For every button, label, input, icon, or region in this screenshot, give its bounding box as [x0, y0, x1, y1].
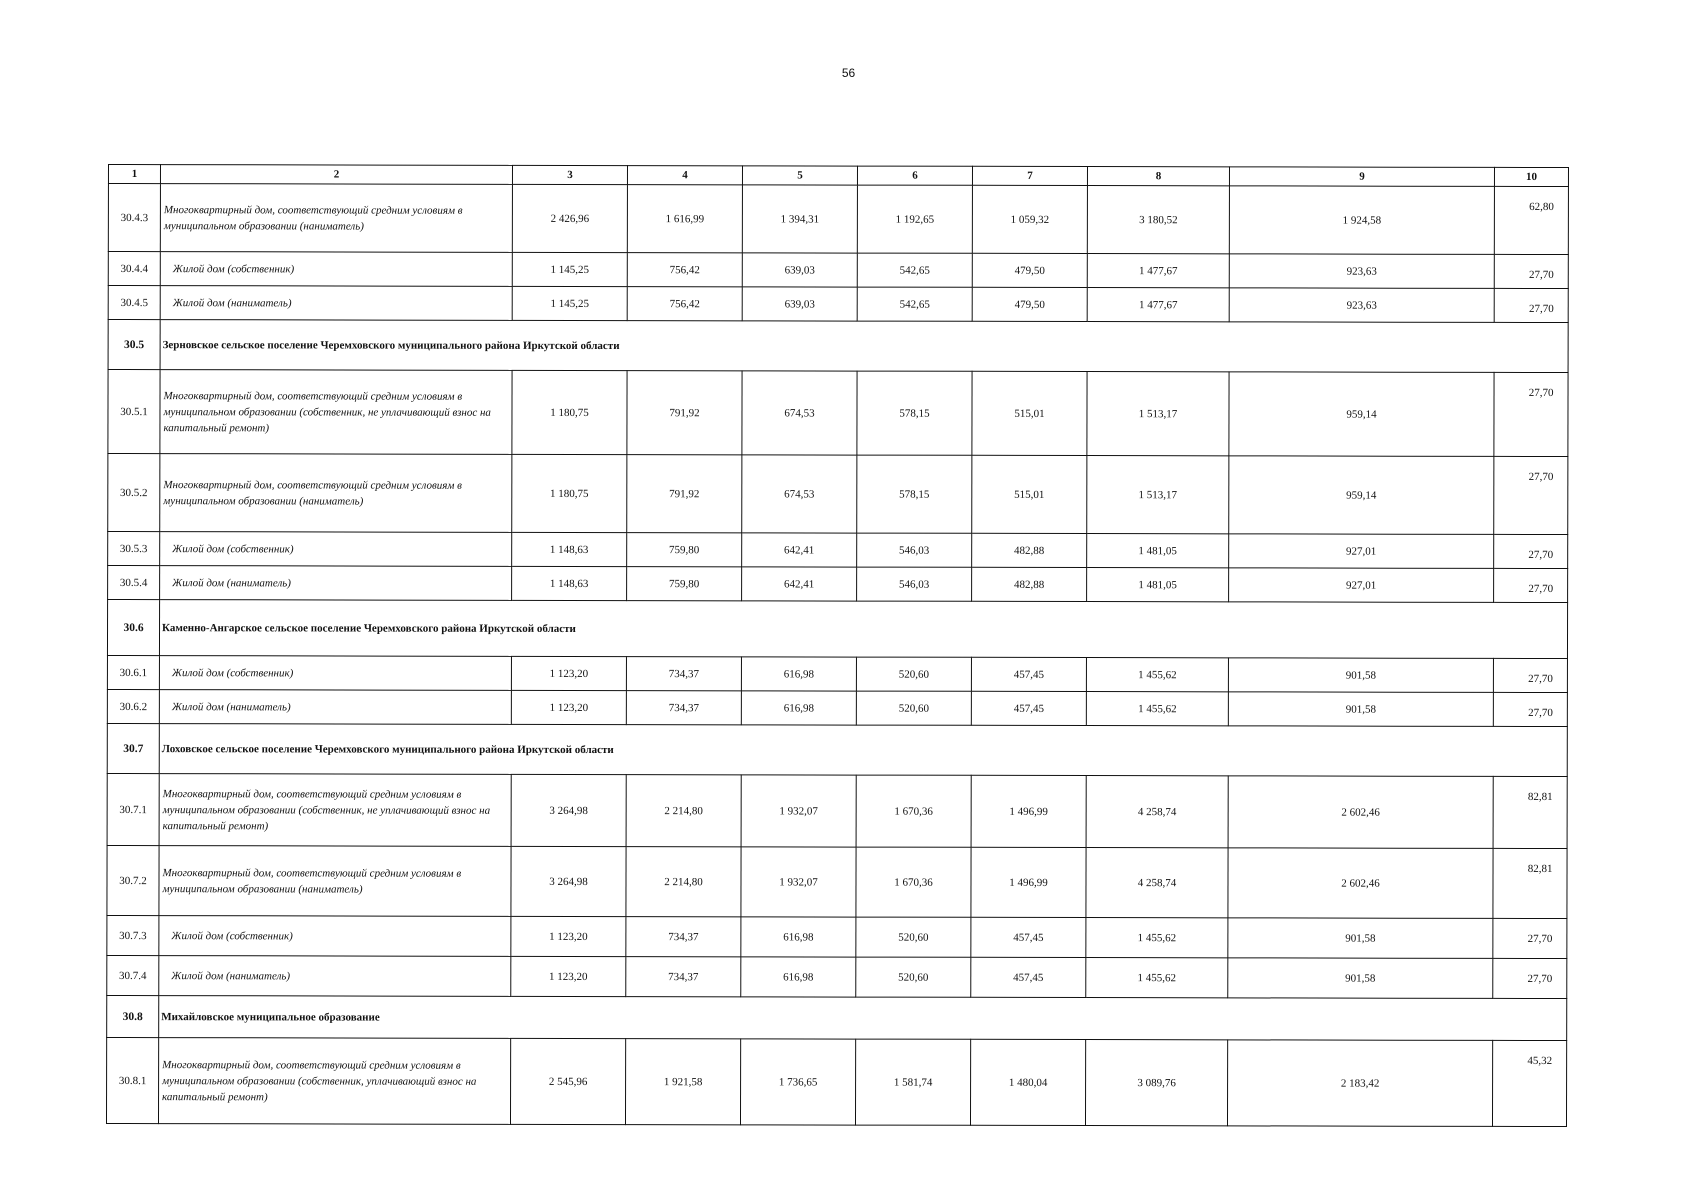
column-header: 4 — [627, 166, 742, 185]
section-title: Зерновское сельское поселение Черемховского муниципального района Иркутской области — [160, 320, 1568, 373]
row-description: Жилой дом (наниматель) — [160, 566, 512, 601]
value-cell: 1 455,62 — [1086, 658, 1228, 692]
column-header: 10 — [1494, 167, 1568, 186]
value-cell: 1 736,65 — [740, 1039, 855, 1125]
value-cell: 734,37 — [626, 917, 741, 957]
value-cell: 27,70 — [1493, 692, 1567, 726]
value-cell: 520,60 — [856, 691, 971, 725]
value-cell: 515,01 — [972, 371, 1087, 455]
value-cell: 546,03 — [857, 567, 972, 601]
section-row — [107, 600, 1567, 659]
table-row — [108, 184, 1568, 255]
value-cell: 639,03 — [742, 253, 857, 287]
value-cell: 901,58 — [1228, 658, 1493, 693]
page-number: 56 — [841, 66, 856, 80]
value-cell: 1 455,62 — [1086, 958, 1228, 998]
table-row — [108, 454, 1568, 535]
value-cell: 1 616,99 — [627, 185, 742, 253]
value-cell: 1 496,99 — [971, 847, 1086, 917]
value-cell: 1 670,36 — [856, 847, 971, 917]
value-cell: 1 481,05 — [1087, 534, 1229, 568]
value-cell: 927,01 — [1229, 568, 1494, 603]
value-cell: 1 059,32 — [972, 185, 1087, 253]
row-code: 30.4.5 — [108, 286, 160, 320]
value-cell: 27,70 — [1493, 958, 1567, 998]
value-cell: 901,58 — [1228, 692, 1493, 727]
row-code: 30.5.2 — [108, 454, 160, 532]
value-cell: 27,70 — [1493, 918, 1567, 958]
value-cell: 482,88 — [972, 567, 1087, 601]
value-cell: 1 394,31 — [742, 185, 857, 253]
value-cell: 1 477,67 — [1087, 288, 1229, 322]
value-cell: 82,81 — [1493, 848, 1567, 918]
value-cell: 1 123,20 — [511, 916, 626, 956]
value-cell: 1 455,62 — [1086, 692, 1228, 726]
value-cell: 901,58 — [1228, 958, 1493, 999]
table-row — [108, 370, 1568, 457]
value-cell: 1 481,05 — [1087, 568, 1229, 602]
section-row — [108, 320, 1568, 373]
value-cell: 674,53 — [742, 371, 857, 455]
section-title: Лоховское сельское поселение Черемховского муниципального района Иркутской области — [159, 724, 1567, 777]
value-cell: 734,37 — [626, 691, 741, 725]
value-cell: 1 123,20 — [511, 656, 626, 690]
value-cell: 27,70 — [1494, 254, 1568, 288]
value-cell: 457,45 — [971, 957, 1086, 997]
value-cell: 959,14 — [1229, 372, 1494, 457]
table-row — [108, 286, 1568, 323]
value-cell: 1 932,07 — [741, 847, 856, 917]
value-cell: 927,01 — [1229, 534, 1494, 569]
row-code: 30.7.2 — [107, 845, 159, 915]
value-cell: 27,70 — [1494, 288, 1568, 322]
value-cell: 2 214,80 — [626, 775, 741, 847]
value-cell: 4 258,74 — [1086, 848, 1228, 918]
value-cell: 734,37 — [626, 957, 741, 997]
value-cell: 959,14 — [1229, 456, 1494, 535]
value-cell: 2 214,80 — [626, 847, 741, 917]
table-row — [107, 915, 1567, 958]
value-cell: 4 258,74 — [1086, 776, 1228, 848]
value-cell: 520,60 — [856, 957, 971, 997]
value-cell: 2 183,42 — [1227, 1040, 1492, 1127]
value-cell: 791,92 — [627, 371, 742, 455]
row-description: Многоквартирный дом, соответствующий средним условиям в муниципальном образовании (наниматель) — [160, 184, 512, 253]
value-cell: 1 145,25 — [512, 252, 627, 286]
row-code: 30.5.4 — [108, 566, 160, 600]
value-cell: 578,15 — [857, 455, 972, 533]
table-row — [107, 845, 1567, 918]
row-code: 30.8 — [107, 995, 159, 1037]
row-description: Многоквартирный дом, соответствующий средним условиям в муниципальном образовании (собственник, не уплачивающий взнос на капитальный ремонт) — [159, 774, 511, 847]
row-description: Многоквартирный дом, соответствующий средним условиям в муниципальном образовании (наниматель) — [160, 454, 512, 533]
value-cell: 616,98 — [741, 917, 856, 957]
column-header: 3 — [512, 165, 627, 184]
value-cell: 756,42 — [627, 253, 742, 287]
value-cell: 62,80 — [1494, 186, 1568, 254]
row-code: 30.6.1 — [107, 655, 159, 689]
column-header: 2 — [160, 165, 512, 185]
value-cell: 45,32 — [1492, 1040, 1566, 1126]
value-cell: 1 496,99 — [971, 775, 1086, 847]
value-cell: 901,58 — [1228, 918, 1493, 959]
table-row — [107, 773, 1567, 848]
value-cell: 734,37 — [626, 657, 741, 691]
value-cell: 1 180,75 — [512, 454, 627, 532]
row-code: 30.6.2 — [107, 689, 159, 723]
section-title: Михайловское муниципальное образование — [159, 996, 1567, 1041]
value-cell: 642,41 — [742, 533, 857, 567]
value-cell: 1 921,58 — [625, 1039, 740, 1125]
value-cell: 1 924,58 — [1229, 186, 1494, 255]
row-code: 30.7.4 — [107, 955, 159, 995]
value-cell: 27,70 — [1494, 568, 1568, 602]
value-cell: 3 089,76 — [1085, 1040, 1227, 1126]
column-header: 1 — [108, 165, 160, 184]
value-cell: 616,98 — [741, 691, 856, 725]
value-cell: 542,65 — [857, 287, 972, 321]
value-cell: 578,15 — [857, 371, 972, 455]
row-code: 30.7.3 — [107, 915, 159, 955]
value-cell: 479,50 — [972, 287, 1087, 321]
value-cell: 3 180,52 — [1087, 186, 1229, 254]
value-cell: 515,01 — [972, 455, 1087, 533]
table-body — [106, 184, 1568, 1127]
column-header: 9 — [1229, 167, 1494, 187]
value-cell: 1 670,36 — [856, 775, 971, 847]
row-description: Жилой дом (собственник) — [160, 532, 512, 567]
value-cell: 674,53 — [742, 455, 857, 533]
table-row — [108, 252, 1568, 289]
value-cell: 457,45 — [971, 917, 1086, 957]
value-cell: 1 513,17 — [1087, 372, 1229, 456]
row-description: Жилой дом (наниматель) — [160, 286, 512, 321]
row-code: 30.5 — [108, 320, 160, 370]
value-cell: 1 480,04 — [970, 1039, 1085, 1125]
value-cell: 759,80 — [627, 533, 742, 567]
row-code: 30.5.3 — [108, 532, 160, 566]
row-code: 30.4.3 — [108, 184, 160, 252]
value-cell: 1 455,62 — [1086, 918, 1228, 958]
value-cell: 1 180,75 — [512, 370, 627, 454]
value-cell: 756,42 — [627, 287, 742, 321]
value-cell: 1 192,65 — [857, 185, 972, 253]
table-row — [107, 955, 1567, 998]
row-description: Жилой дом (собственник) — [159, 656, 511, 691]
section-row — [107, 723, 1567, 776]
value-cell: 3 264,98 — [511, 774, 626, 846]
value-cell: 791,92 — [627, 455, 742, 533]
value-cell: 642,41 — [742, 567, 857, 601]
row-description: Многоквартирный дом, соответствующий средним условиям в муниципальном образовании (собственник, уплачивающий взнос на капитальный ремонт) — [158, 1038, 510, 1125]
value-cell: 520,60 — [856, 657, 971, 691]
value-cell: 1 123,20 — [511, 690, 626, 724]
value-cell: 759,80 — [627, 567, 742, 601]
value-cell: 923,63 — [1229, 288, 1494, 323]
value-cell: 457,45 — [971, 657, 1086, 691]
value-cell: 2 426,96 — [512, 184, 627, 252]
value-cell: 482,88 — [972, 533, 1087, 567]
value-cell: 542,65 — [857, 253, 972, 287]
value-cell: 82,81 — [1493, 776, 1567, 848]
value-cell: 1 123,20 — [511, 956, 626, 996]
table-row — [108, 566, 1568, 603]
value-cell: 639,03 — [742, 287, 857, 321]
row-description: Жилой дом (наниматель) — [159, 956, 511, 997]
value-cell: 1 932,07 — [741, 775, 856, 847]
value-cell: 1 581,74 — [855, 1039, 970, 1125]
row-description: Жилой дом (собственник) — [159, 916, 511, 957]
table-row — [107, 655, 1567, 692]
row-code: 30.4.4 — [108, 252, 160, 286]
tariff-table — [106, 164, 1569, 1127]
value-cell: 1 145,25 — [512, 286, 627, 320]
value-cell: 27,70 — [1494, 456, 1568, 534]
table-row — [107, 689, 1567, 726]
value-cell: 27,70 — [1494, 534, 1568, 568]
column-header: 6 — [857, 166, 972, 185]
table-row — [108, 532, 1568, 569]
section-row — [107, 995, 1567, 1040]
value-cell: 2 602,46 — [1228, 776, 1493, 849]
row-description: Многоквартирный дом, соответствующий средним условиям в муниципальном образовании (собственник, не уплачивающий взнос на капитальный ремонт) — [160, 370, 512, 455]
value-cell: 520,60 — [856, 917, 971, 957]
row-description: Многоквартирный дом, соответствующий средним условиям в муниципальном образовании (наниматель) — [159, 846, 511, 917]
value-cell: 1 513,17 — [1087, 456, 1229, 534]
column-header: 8 — [1087, 167, 1229, 186]
value-cell: 27,70 — [1494, 372, 1568, 456]
row-code: 30.5.1 — [108, 370, 160, 454]
value-cell: 457,45 — [971, 691, 1086, 725]
value-cell: 1 477,67 — [1087, 254, 1229, 288]
value-cell: 3 264,98 — [511, 846, 626, 916]
table-row — [106, 1037, 1566, 1126]
column-header: 5 — [742, 166, 857, 185]
value-cell: 616,98 — [741, 957, 856, 997]
row-description: Жилой дом (наниматель) — [159, 690, 511, 725]
column-header: 7 — [972, 166, 1087, 185]
value-cell: 27,70 — [1493, 658, 1567, 692]
value-cell: 616,98 — [741, 657, 856, 691]
section-title: Каменно-Ангарское сельское поселение Черемховского района Иркутской области — [159, 600, 1567, 659]
value-cell: 1 148,63 — [512, 566, 627, 600]
value-cell: 923,63 — [1229, 254, 1494, 289]
value-cell: 479,50 — [972, 253, 1087, 287]
value-cell: 2 602,46 — [1228, 848, 1493, 919]
value-cell: 1 148,63 — [512, 532, 627, 566]
row-code: 30.7.1 — [107, 773, 159, 845]
row-code: 30.7 — [107, 723, 159, 773]
row-description: Жилой дом (собственник) — [160, 252, 512, 287]
value-cell: 2 545,96 — [510, 1038, 625, 1124]
row-code: 30.8.1 — [106, 1037, 158, 1123]
row-code: 30.6 — [107, 600, 159, 656]
value-cell: 546,03 — [857, 533, 972, 567]
